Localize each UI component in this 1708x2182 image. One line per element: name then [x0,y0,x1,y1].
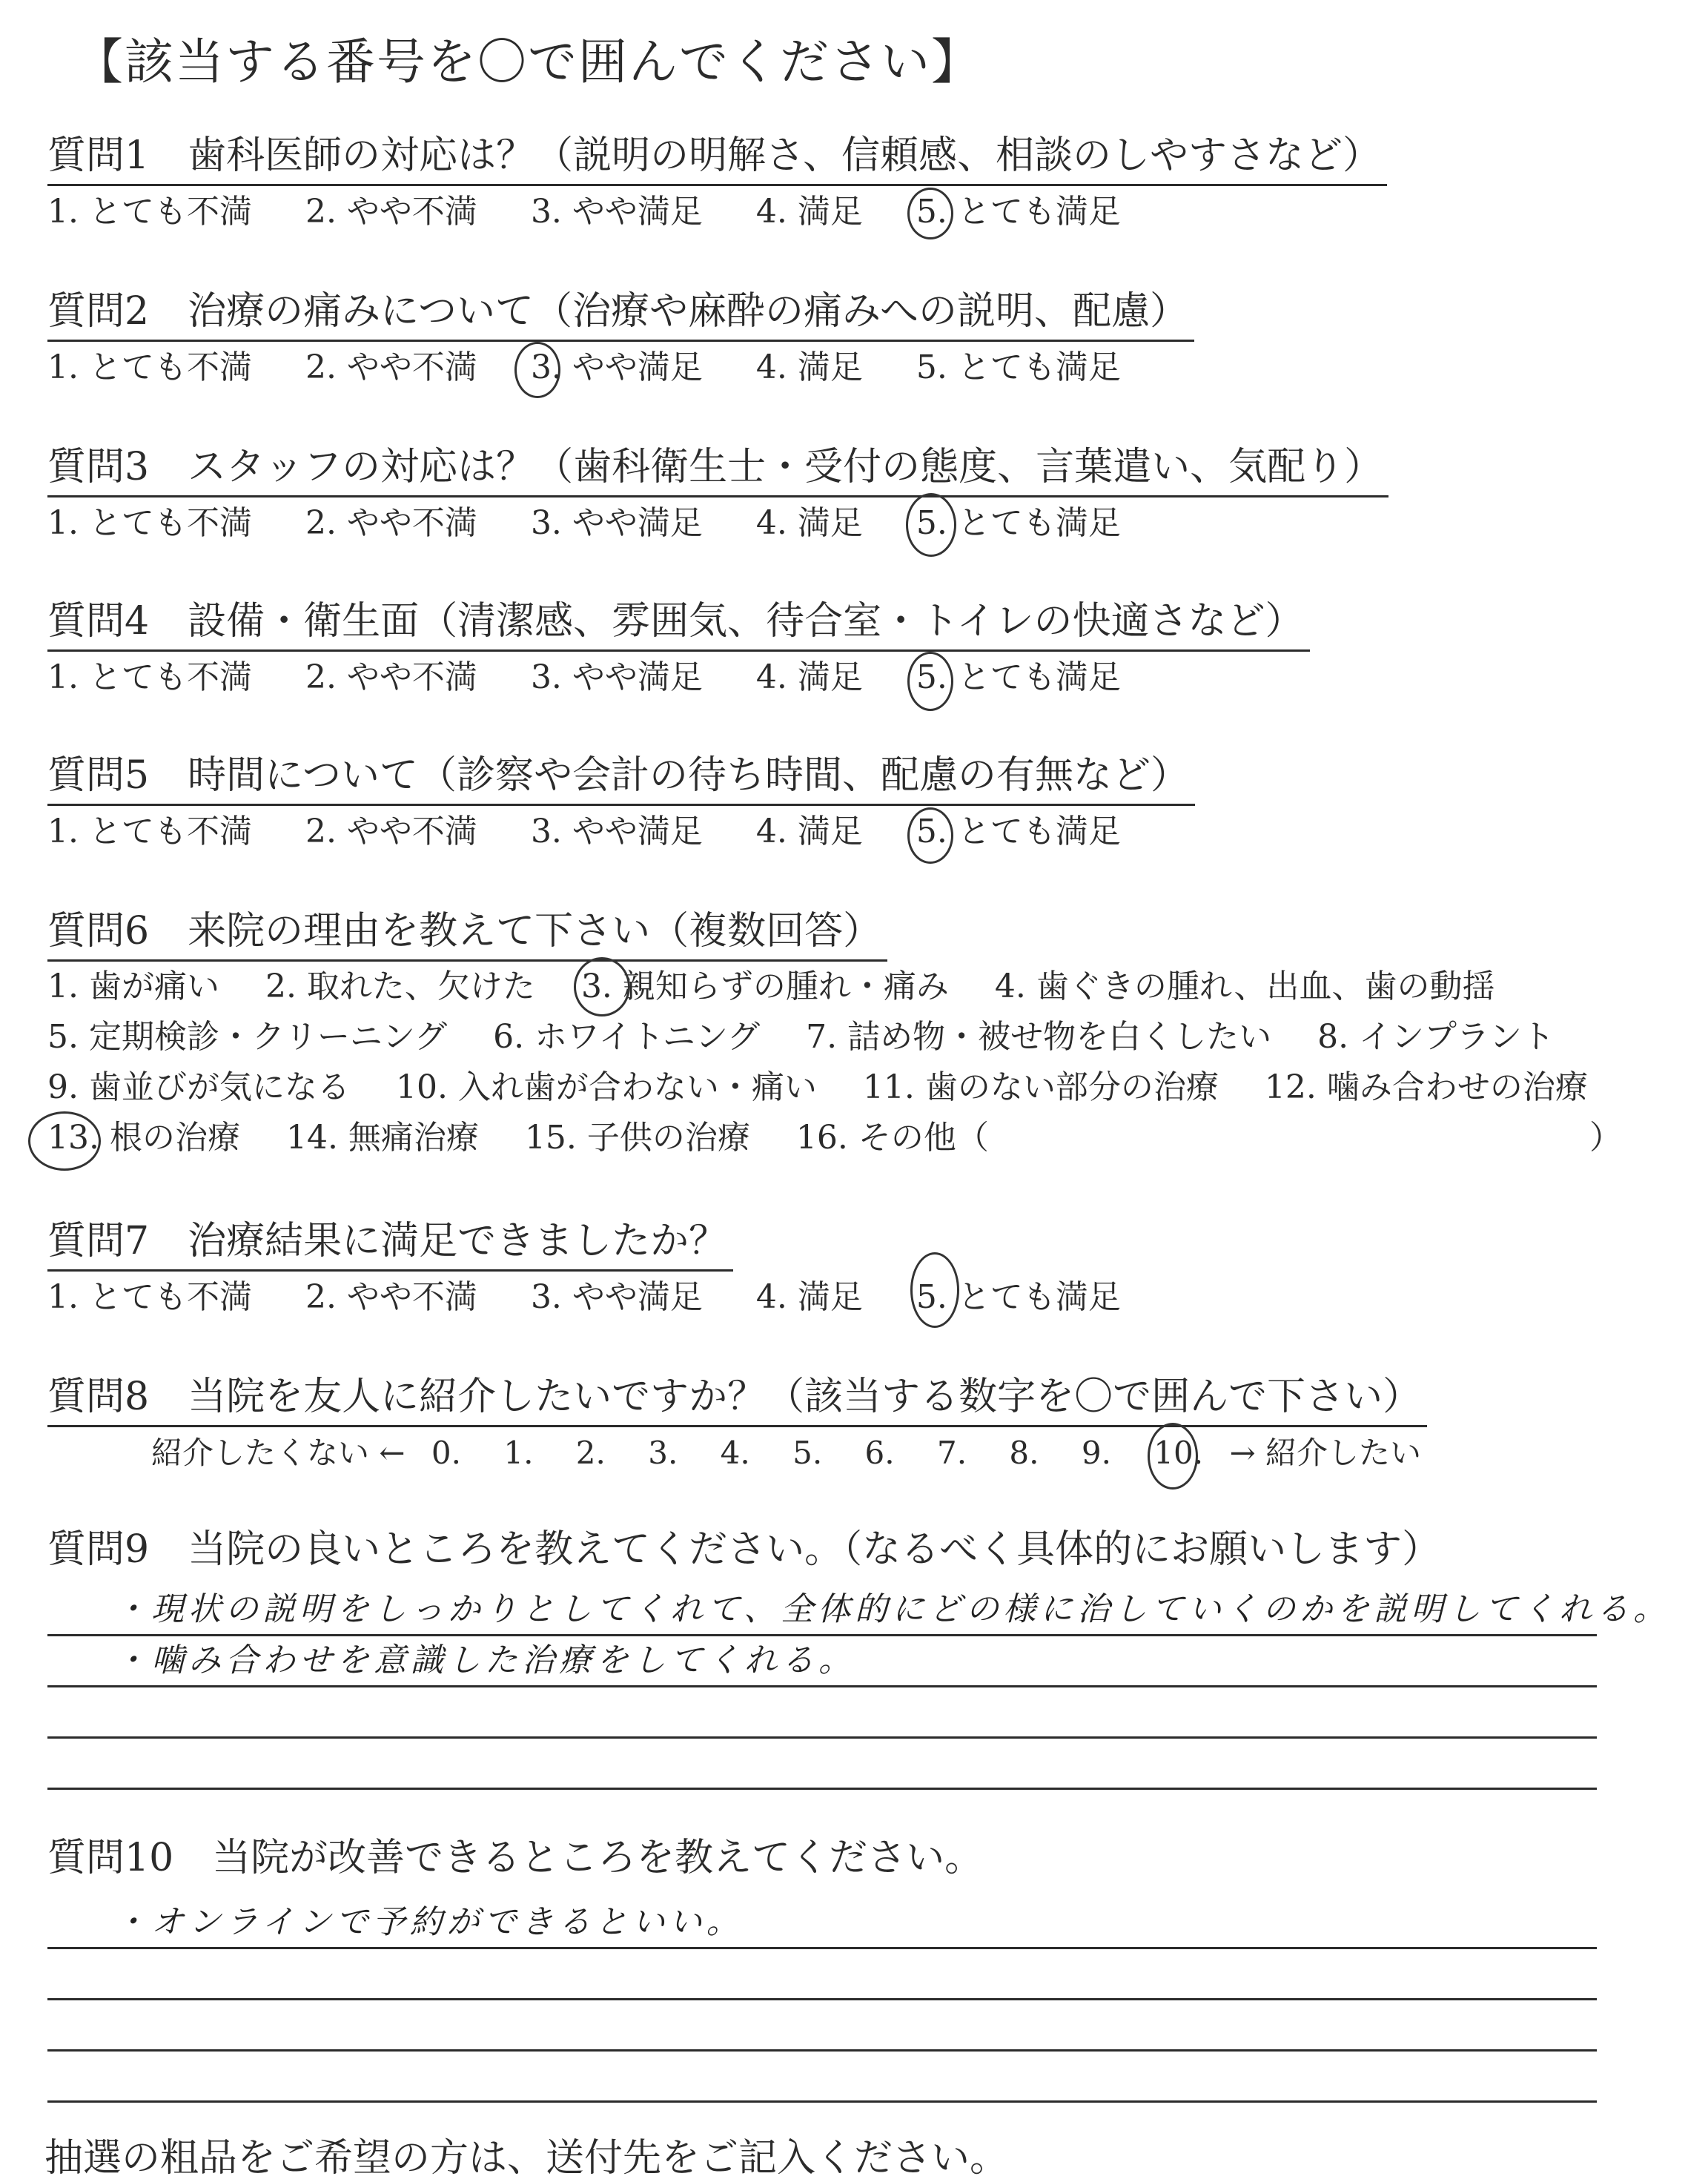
q6-option-13[interactable]: 13. 根の治療 [47,1113,240,1163]
q3-option-2[interactable]: 2. やや不満 [305,504,477,542]
q8-option-4[interactable]: 4. [720,1435,750,1471]
q4-option-3[interactable]: 3. やや満足 [530,658,703,696]
answer-line[interactable] [47,1585,1671,1636]
question-4-options [47,652,1664,704]
answer-line[interactable] [47,1687,1597,1739]
q5-option-2[interactable]: 2. やや不満 [305,813,477,850]
q7-option-5[interactable]: 5. とても満足 [916,1272,1121,1323]
q8-option-6[interactable]: 6. [864,1435,895,1471]
q1-option-3[interactable]: 3. やや満足 [530,193,703,231]
question-10-heading: 質問10 当院が改善できるところを教えてください。 [47,1836,984,1880]
q6-option-3[interactable]: 3. 親知らずの腫れ・痛み [581,962,949,1012]
q8-option-0[interactable]: 0. [431,1435,461,1471]
footer-note: 抽選の粗品をご希望の方は、送付先をご記入ください。 [44,2136,1009,2181]
question-9-heading: 質問9 当院の良いところを教えてください。（なるべく具体的にお願いします） [47,1527,1441,1572]
question-1 [47,128,1664,238]
q6-option-2[interactable]: 2. 取れた、欠けた [265,968,535,1005]
question-6-row-1 [47,962,1664,1012]
question-7-options [47,1272,1664,1323]
handwritten-answer: ・現状の説明をしっかりとしてくれて、全体的にどの様に治していくのかを説明してくれる。 [114,1590,1671,1628]
q5-option-4[interactable]: 4. 満足 [755,813,863,850]
q6-option-16[interactable]: 16. その他（ [795,1119,989,1157]
q6-option-7[interactable]: 7. 詰め物・被せ物を白くしたい [806,1018,1272,1056]
q2-option-1[interactable]: 1. とても不満 [47,348,252,386]
question-1-options [47,186,1664,238]
question-4-heading: 質問4 設備・衛生面（清潔感、雰囲気、待合室・トイレの快適さなど） [47,593,1310,652]
q6-option-14[interactable]: 14. 無痛治療 [285,1119,479,1157]
question-9 [47,1521,1664,1578]
answer-line[interactable] [47,1898,1597,1949]
answer-line[interactable] [47,1739,1597,1790]
question-7 [47,1213,1664,1323]
q4-option-5[interactable]: 5. とても満足 [916,652,1121,704]
q8-option-1[interactable]: 1. [503,1435,534,1471]
q2-option-2[interactable]: 2. やや不満 [305,348,477,386]
question-2 [47,283,1664,394]
q6-option-12[interactable]: 12. 噛み合わせの治療 [1264,1068,1588,1106]
question-3 [47,439,1664,549]
answer-line[interactable] [47,2000,1597,2052]
q4-option-2[interactable]: 2. やや不満 [305,658,477,696]
question-6-heading: 質問6 来院の理由を教えて下さい（複数回答） [47,903,887,962]
question-8-scale [47,1427,1664,1479]
question-2-heading: 質問2 治療の痛みについて（治療や麻酔の痛みへの説明、配慮） [47,283,1194,342]
answer-line[interactable] [47,1949,1597,2000]
q7-option-3[interactable]: 3. やや満足 [530,1278,703,1316]
q5-option-5[interactable]: 5. とても満足 [916,806,1121,858]
question-8-heading: 質問8 当院を友人に紹介したいですか？（該当する数字を〇で囲んで下さい） [47,1369,1427,1427]
q8-option-7[interactable]: 7. [936,1435,967,1471]
answer-line[interactable] [47,2052,1597,2103]
question-5-heading: 質問5 時間について（診察や会計の待ち時間、配慮の有無など） [47,747,1195,806]
page-title: 【該当する番号を〇で囲んでください】 [74,33,982,90]
q6-other-close-paren: ） [1589,1119,1622,1157]
question-4 [47,593,1664,704]
handwritten-answer: ・噛み合わせを意識した治療をしてくれる。 [114,1642,855,1679]
handwritten-answer: ・オンラインで予約ができるといい。 [114,1903,744,1941]
answer-line[interactable] [47,1636,1597,1687]
question-6 [47,903,1664,1163]
q4-option-1[interactable]: 1. とても不満 [47,658,252,696]
q3-option-4[interactable]: 4. 満足 [755,504,863,542]
question-10-answer-lines [47,1898,1597,2103]
q8-option-2[interactable]: 2. [575,1435,606,1471]
q1-option-5[interactable]: 5. とても満足 [916,186,1121,238]
q3-option-5[interactable]: 5. とても満足 [916,497,1121,549]
q8-option-10[interactable]: 10. [1153,1427,1203,1479]
question-3-options [47,497,1664,549]
q8-option-8[interactable]: 8. [1009,1435,1039,1471]
q6-option-6[interactable]: 6. ホワイトニング [493,1018,761,1056]
q5-option-1[interactable]: 1. とても不満 [47,813,252,850]
q7-option-2[interactable]: 2. やや不満 [305,1278,477,1316]
question-9-answer-lines [47,1585,1671,1790]
q8-option-5[interactable]: 5. [792,1435,823,1471]
q6-option-15[interactable]: 15. 子供の治療 [524,1119,750,1157]
q6-option-9[interactable]: 9. 歯並びが気になる [47,1068,350,1106]
q5-option-3[interactable]: 3. やや満足 [530,813,703,850]
q3-option-3[interactable]: 3. やや満足 [530,504,703,542]
q1-option-2[interactable]: 2. やや不満 [305,193,477,231]
q7-option-4[interactable]: 4. 満足 [755,1278,863,1316]
q2-option-4[interactable]: 4. 満足 [755,348,863,386]
q6-option-5[interactable]: 5. 定期検診・クリーニング [47,1018,448,1056]
q6-option-4[interactable]: 4. 歯ぐきの腫れ、出血、歯の動揺 [994,968,1495,1005]
q2-option-3[interactable]: 3. やや満足 [531,342,703,394]
q7-option-1[interactable]: 1. とても不満 [47,1278,252,1316]
question-2-options [47,342,1664,394]
q3-option-1[interactable]: 1. とても不満 [47,504,252,542]
question-5-options [47,806,1664,858]
q6-option-11[interactable]: 11. 歯のない部分の治療 [862,1068,1219,1106]
question-6-row-3 [47,1062,1664,1113]
question-1-heading: 質問1 歯科医師の対応は？（説明の明解さ、信頼感、相談のしやすさなど） [47,128,1387,186]
q8-option-9[interactable]: 9. [1081,1435,1111,1471]
q4-option-4[interactable]: 4. 満足 [755,658,863,696]
question-7-heading: 質問7 治療結果に満足できましたか？ [47,1213,733,1272]
q1-option-4[interactable]: 4. 満足 [755,193,863,231]
q8-option-3[interactable]: 3. [648,1435,678,1471]
question-5 [47,747,1664,858]
question-8 [47,1369,1664,1479]
q8-right-label: → 紹介したい [1229,1435,1421,1471]
q6-option-10[interactable]: 10. 入れ歯が合わない・痛い [395,1068,817,1106]
q6-option-8[interactable]: 8. インプラント [1317,1018,1555,1056]
question-6-row-4 [47,1113,1664,1163]
question-6-row-2 [47,1012,1664,1062]
q8-left-label: 紹介したくない ← [151,1435,406,1471]
question-3-heading: 質問3 スタッフの対応は？（歯科衛生士・受付の態度、言葉遣い、気配り） [47,439,1388,497]
q1-option-1[interactable]: 1. とても不満 [47,193,252,231]
question-10 [47,1830,1664,1886]
q2-option-5[interactable]: 5. とても満足 [916,348,1121,386]
q6-option-1[interactable]: 1. 歯が痛い [47,968,219,1005]
